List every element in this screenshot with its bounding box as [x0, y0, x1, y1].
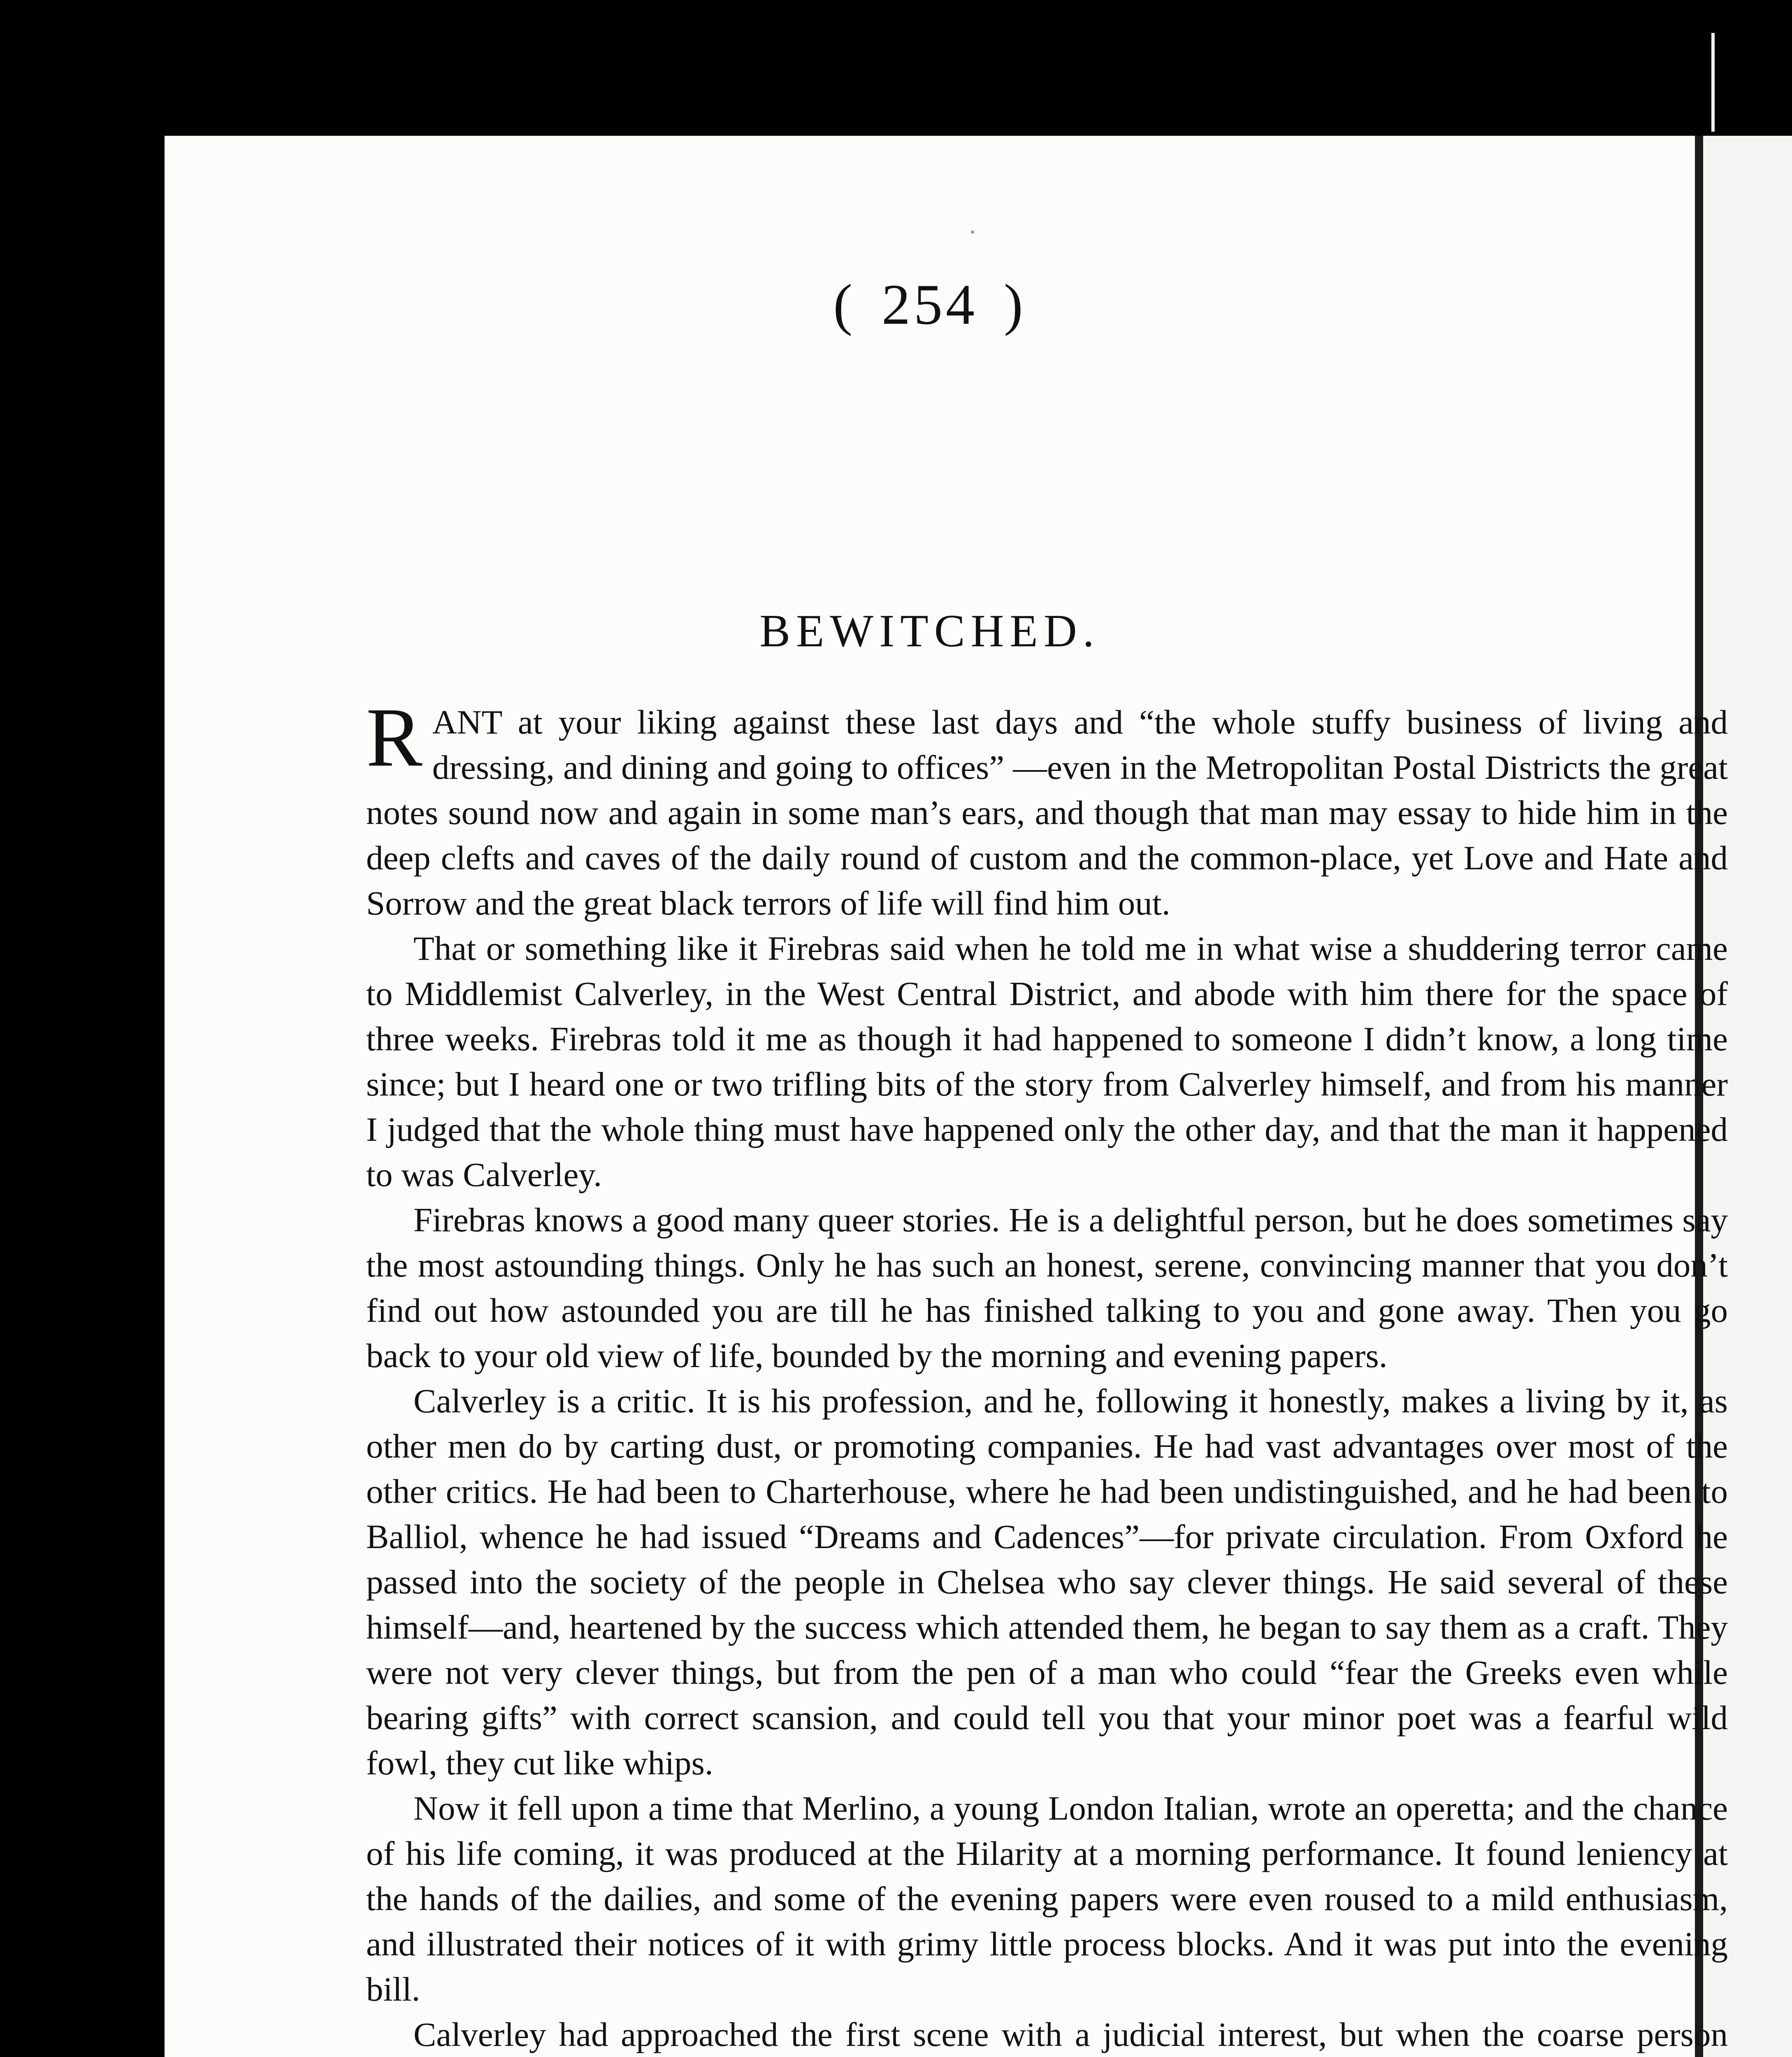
print-speck: [971, 230, 974, 234]
binding-edge: [1711, 33, 1715, 132]
book-page: [165, 136, 1728, 2057]
paragraph: Now it fell upon a time that Merlino, a young London Italian, wrote an operetta; and the chance of his life coming, it was produced at the Hilarity at a morning performance. It found leniency at the hands of the dailies, and some of the evening papers were even roused to a mild enthusiasm, and illustrated their notices of it with grimy little process blocks. And it was put into the evening bill.: [366, 1789, 1728, 2008]
paragraph-text: ANT at your liking against these last days and “the whole stuffy business of living and dressing, and dining and going to offices” —even in the Metropolitan Postal Districts the great notes sound now and again in some man’s ears, and though that man may essay to hide him in the deep clefts and caves of the daily round of custom and the common-place, yet Love and Hate and Sorrow and the great black terrors of life will find him out.: [366, 703, 1728, 922]
story-title: BEWITCHED.: [759, 606, 1100, 657]
paragraph: Calverley is a critic. It is his profession, and he, following it honestly, makes a living by it, as other men do by carting dust, or promoting companies. He had vast advantages over most of the other critics. He had been to Charterhouse, where he had been undistinguished, and he had been to Balliol, whence he had issued “Dreams and Cadences”—for private circulation. From Oxford he passed into the society of the people in Chelsea who say clever things. He said several of these himself—and, heartened by the success which attended them, he began to say them as a craft. They were not very clever things, but from the pen of a man who could “fear the Greeks even while bearing gifts” with correct scansion, and could tell you that your minor poet was a fearful wild fowl, they cut like whips.: [366, 1382, 1728, 1782]
story-body: [366, 699, 1728, 2057]
paragraph: Calverley had approached the first scene with a judicial interest, but when the coarse person: [413, 2015, 1728, 2053]
page-number: ( 254 ): [833, 273, 1026, 337]
paragraph: Firebras knows a good many queer stories. He is a delightful person, but he does sometimes say the most astounding things. Only he has such an honest, serene, convincing manner that you don’t find out how astounded you are till he has finished talking to you and gone away. Then you go back to your old view of life, bounded by the morning and evening papers.: [366, 1201, 1728, 1374]
paragraph: That or something like it Firebras said when he told me in what wise a shuddering terror came to Middlemist Calverley, in the West Central District, and abode with him there for the space of three weeks. Firebras told it me as though it had happened to someone I didn’t know, a long time since; but I heard one or two trifling bits of the story from Calverley himself, and from his manner I judged that the whole thing must have happened only the other day, and that the man it happened to was Calverley.: [366, 929, 1728, 1193]
paragraph: [366, 699, 1728, 926]
drop-cap: R: [366, 699, 422, 784]
